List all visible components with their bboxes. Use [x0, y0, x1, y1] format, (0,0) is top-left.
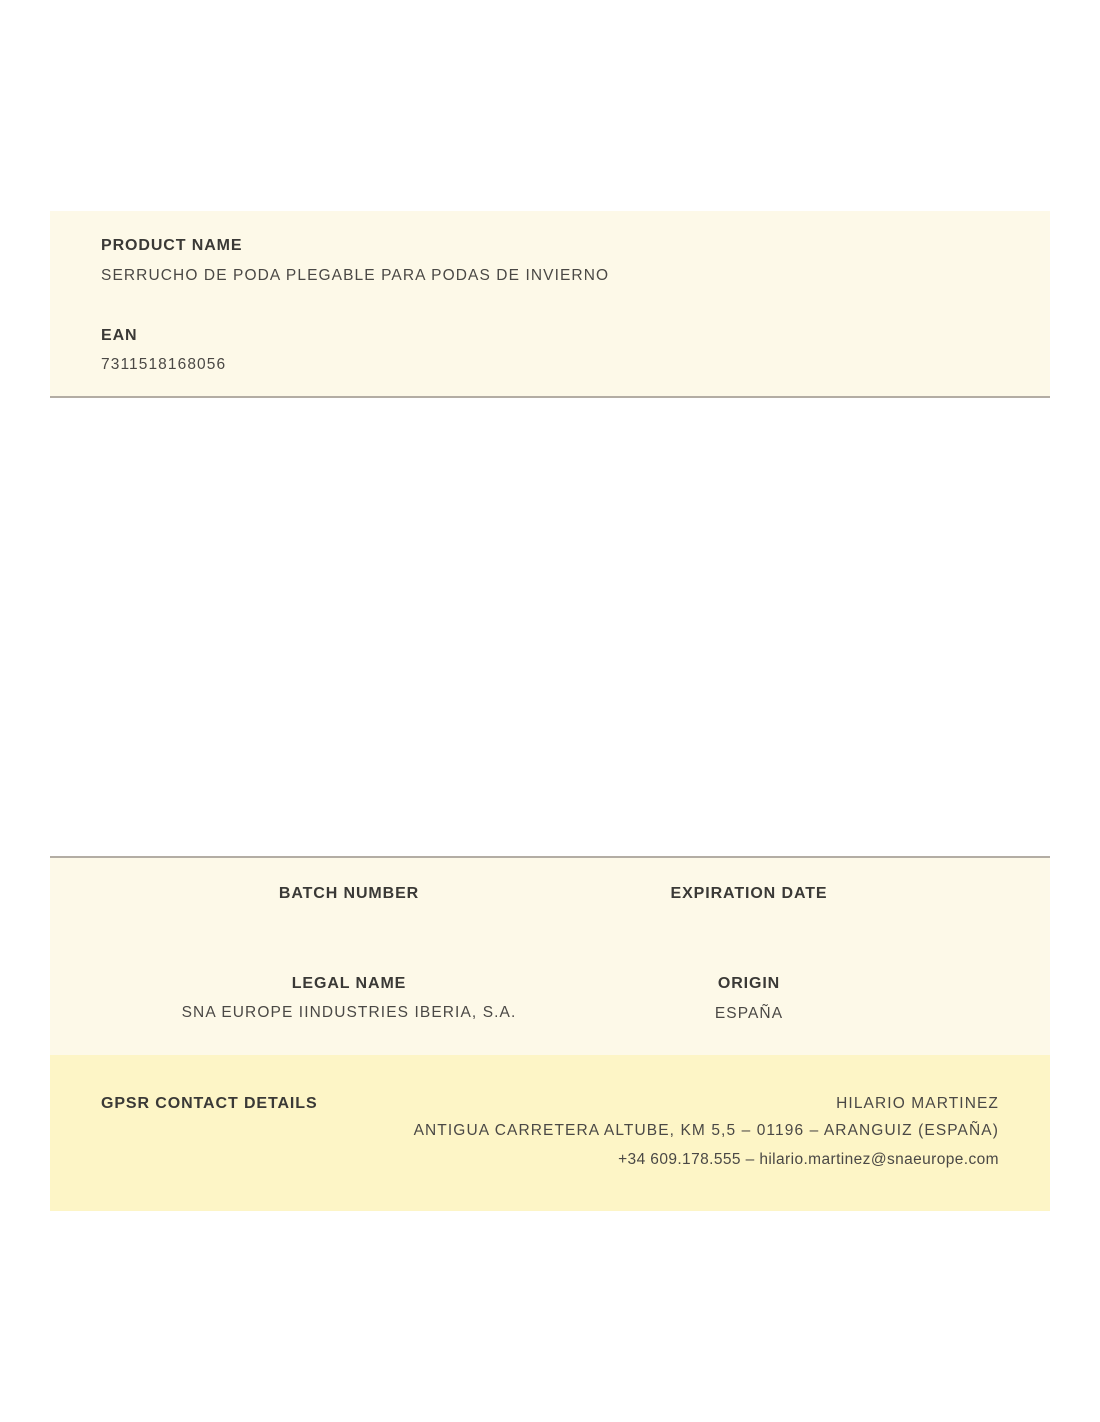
gpsr-contact-section: [50, 1055, 1050, 1211]
product-name-value: SERRUCHO DE PODA PLEGABLE PARA PODAS DE INVIERNO: [101, 267, 610, 284]
gpsr-contact-label: GPSR CONTACT DETAILS: [101, 1095, 318, 1112]
contact-address: ANTIGUA CARRETERA ALTUBE, KM 5,5 – 01196 – ARANGUIZ (ESPAÑA): [413, 1122, 999, 1139]
contact-phone-email: +34 609.178.555 – hilario.martinez@snaeurope.com: [618, 1151, 999, 1168]
legal-name-label: LEGAL NAME: [291, 975, 407, 992]
batch-number-label: BATCH NUMBER: [278, 885, 420, 902]
origin-value: ESPAÑA: [714, 1005, 784, 1022]
origin-label: ORIGIN: [717, 975, 781, 992]
ean-label: EAN: [101, 327, 138, 344]
legal-name-value: SNA EUROPE IINDUSTRIES IBERIA, S.A.: [181, 1004, 517, 1021]
batch-info-section: [50, 856, 1050, 1057]
product-info-section: [50, 211, 1050, 398]
contact-name: HILARIO MARTINEZ: [836, 1095, 999, 1112]
expiration-date-label: EXPIRATION DATE: [670, 885, 828, 902]
product-name-label: PRODUCT NAME: [101, 237, 243, 254]
ean-value: 7311518168056: [101, 356, 227, 373]
